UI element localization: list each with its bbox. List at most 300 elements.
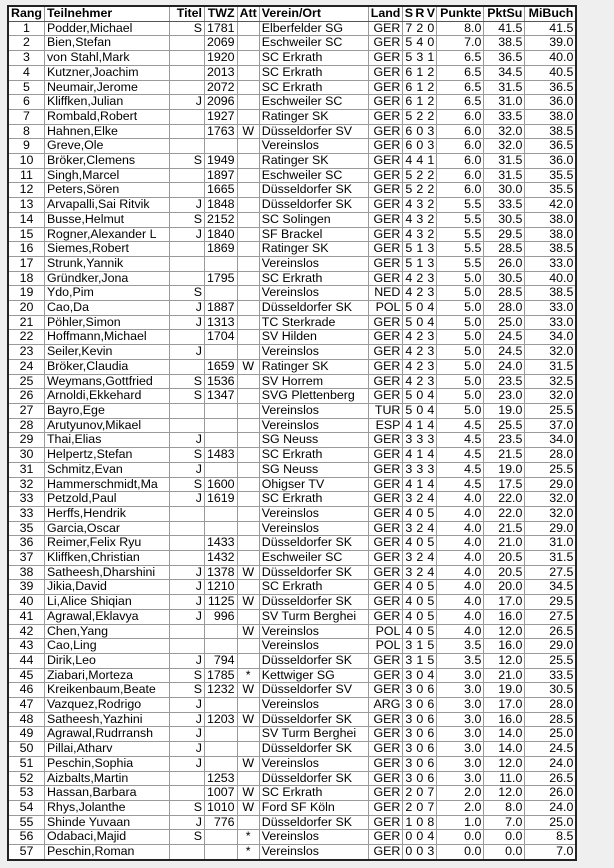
land-cell: GER xyxy=(368,609,403,624)
verein-cell: Eschweiler SC xyxy=(259,36,368,51)
titel-cell xyxy=(169,139,204,154)
punkte-cell: 6.5 xyxy=(437,51,484,66)
land-cell: GER xyxy=(368,168,403,183)
pktsu-cell: 23.0 xyxy=(484,389,525,404)
r-cell: 0 xyxy=(414,683,425,698)
r-cell: 3 xyxy=(414,433,425,448)
s-cell: 0 xyxy=(403,830,415,845)
mibuch-cell: 31.0 xyxy=(525,536,577,551)
twz-cell: 794 xyxy=(204,653,237,668)
verein-cell: Eschweiler SC xyxy=(259,168,368,183)
titel-cell: S xyxy=(169,448,204,463)
table-row xyxy=(8,653,576,668)
verein-cell: SC Erkrath xyxy=(259,786,368,801)
v-cell: 3 xyxy=(425,433,437,448)
land-cell: GER xyxy=(368,580,403,595)
v-cell: 2 xyxy=(425,212,437,227)
punkte-cell: 5.0 xyxy=(437,403,484,418)
table-row xyxy=(8,580,576,595)
table-row xyxy=(8,506,576,521)
land-cell: GER xyxy=(368,448,403,463)
punkte-cell: 3.0 xyxy=(437,712,484,727)
rang-cell: 45 xyxy=(8,668,44,683)
s-cell: 4 xyxy=(403,198,415,213)
mibuch-cell: 27.5 xyxy=(525,609,577,624)
table-row xyxy=(8,521,576,536)
rang-cell: 10 xyxy=(8,154,44,169)
rang-cell: 44 xyxy=(8,653,44,668)
verein-cell: Düsseldorfer SK xyxy=(259,198,368,213)
s-cell: 5 xyxy=(403,315,415,330)
verein-cell: SVG Plettenberg xyxy=(259,389,368,404)
s-cell: 4 xyxy=(403,374,415,389)
punkte-cell: 7.0 xyxy=(437,36,484,51)
r-cell: 0 xyxy=(414,771,425,786)
att-cell xyxy=(237,492,259,507)
land-cell: GER xyxy=(368,109,403,124)
v-cell: 2 xyxy=(425,80,437,95)
titel-cell: J xyxy=(169,712,204,727)
v-cell: 5 xyxy=(425,639,437,654)
rang-cell: 5 xyxy=(8,80,44,95)
land-cell: GER xyxy=(368,330,403,345)
table-row xyxy=(8,183,576,198)
titel-cell: J xyxy=(169,433,204,448)
v-cell: 4 xyxy=(425,565,437,580)
v-cell: 5 xyxy=(425,506,437,521)
land-cell: GER xyxy=(368,374,403,389)
land-cell: GER xyxy=(368,315,403,330)
punkte-cell: 3.0 xyxy=(437,727,484,742)
s-cell: 5 xyxy=(403,256,415,271)
pktsu-cell: 16.0 xyxy=(484,609,525,624)
land-cell: GER xyxy=(368,345,403,360)
land-cell: ARG xyxy=(368,698,403,713)
pktsu-cell: 28.5 xyxy=(484,286,525,301)
rang-cell: 19 xyxy=(8,286,44,301)
v-cell: 6 xyxy=(425,727,437,742)
twz-cell: 1007 xyxy=(204,786,237,801)
s-cell: 5 xyxy=(403,403,415,418)
v-cell: 2 xyxy=(425,65,437,80)
verein-cell: SC Erkrath xyxy=(259,80,368,95)
rang-cell: 27 xyxy=(8,403,44,418)
s-cell: 3 xyxy=(403,653,415,668)
twz-cell: 1848 xyxy=(204,198,237,213)
att-cell xyxy=(237,286,259,301)
land-cell: GER xyxy=(368,65,403,80)
pktsu-cell: 33.5 xyxy=(484,198,525,213)
titel-cell xyxy=(169,418,204,433)
rang-cell: 11 xyxy=(8,168,44,183)
r-cell: 2 xyxy=(414,345,425,360)
mibuch-cell: 39.0 xyxy=(525,36,577,51)
titel-cell xyxy=(169,168,204,183)
punkte-cell: 5.5 xyxy=(437,198,484,213)
rang-cell: 36 xyxy=(8,536,44,551)
r-cell: 1 xyxy=(414,256,425,271)
mibuch-cell: 29.0 xyxy=(525,639,577,654)
name-cell: Kutzner,Joachim xyxy=(44,65,169,80)
r-cell: 2 xyxy=(414,168,425,183)
v-cell: 3 xyxy=(425,124,437,139)
name-cell: Rombald,Robert xyxy=(44,109,169,124)
s-cell: 4 xyxy=(403,448,415,463)
pktsu-cell: 21.0 xyxy=(484,536,525,551)
table-row xyxy=(8,271,576,286)
name-cell: Peters,Sören xyxy=(44,183,169,198)
pktsu-cell: 28.5 xyxy=(484,242,525,257)
name-cell: Petzold,Paul xyxy=(44,492,169,507)
titel-cell xyxy=(169,551,204,566)
name-cell: Busse,Helmut xyxy=(44,212,169,227)
att-cell xyxy=(237,183,259,198)
verein-cell: SC Solingen xyxy=(259,212,368,227)
att-cell xyxy=(237,742,259,757)
v-cell: 2 xyxy=(425,198,437,213)
titel-cell xyxy=(169,771,204,786)
mibuch-cell: 40.0 xyxy=(525,51,577,66)
titel-cell: S xyxy=(169,21,204,36)
verein-cell: Düsseldorfer SK xyxy=(259,301,368,316)
table-row xyxy=(8,771,576,786)
land-cell: GER xyxy=(368,256,403,271)
s-cell: 5 xyxy=(403,301,415,316)
rang-cell: 3 xyxy=(8,51,44,66)
punkte-cell: 4.0 xyxy=(437,595,484,610)
land-cell: GER xyxy=(368,271,403,286)
v-cell: 0 xyxy=(425,21,437,36)
twz-cell: 1763 xyxy=(204,124,237,139)
v-cell: 4 xyxy=(425,301,437,316)
att-cell xyxy=(237,433,259,448)
v-cell: 4 xyxy=(425,551,437,566)
land-cell: GER xyxy=(368,462,403,477)
r-cell: 0 xyxy=(414,624,425,639)
name-cell: Pöhler,Simon xyxy=(44,315,169,330)
pktsu-cell: 24.0 xyxy=(484,359,525,374)
verein-cell: SF Brackel xyxy=(259,227,368,242)
r-cell: 0 xyxy=(414,786,425,801)
mibuch-cell: 28.0 xyxy=(525,698,577,713)
mibuch-cell: 24.0 xyxy=(525,800,577,815)
v-cell: 4 xyxy=(425,418,437,433)
verein-cell: SC Erkrath xyxy=(259,65,368,80)
twz-cell: 2072 xyxy=(204,80,237,95)
twz-cell xyxy=(204,727,237,742)
verein-cell: Vereinslos xyxy=(259,418,368,433)
att-cell xyxy=(237,36,259,51)
name-cell: Bien,Stefan xyxy=(44,36,169,51)
table-row xyxy=(8,492,576,507)
att-cell: W xyxy=(237,124,259,139)
standings-body xyxy=(8,21,576,860)
punkte-cell: 4.0 xyxy=(437,536,484,551)
rang-cell: 56 xyxy=(8,830,44,845)
titel-cell: S xyxy=(169,668,204,683)
table-row xyxy=(8,198,576,213)
s-cell: 5 xyxy=(403,168,415,183)
name-cell: Podder,Michael xyxy=(44,21,169,36)
att-cell xyxy=(237,609,259,624)
pktsu-cell: 16.0 xyxy=(484,712,525,727)
pktsu-cell: 33.5 xyxy=(484,109,525,124)
header-pktsu: PktSu xyxy=(484,6,525,21)
punkte-cell: 4.0 xyxy=(437,521,484,536)
titel-cell: S xyxy=(169,477,204,492)
table-row xyxy=(8,330,576,345)
r-cell: 0 xyxy=(414,698,425,713)
punkte-cell: 4.0 xyxy=(437,624,484,639)
mibuch-cell: 34.0 xyxy=(525,330,577,345)
land-cell: GER xyxy=(368,21,403,36)
mibuch-cell: 7.0 xyxy=(525,845,577,860)
mibuch-cell: 38.5 xyxy=(525,124,577,139)
name-cell: Cao,Da xyxy=(44,301,169,316)
r-cell: 0 xyxy=(414,609,425,624)
titel-cell xyxy=(169,521,204,536)
table-row xyxy=(8,477,576,492)
att-cell: W xyxy=(237,565,259,580)
pktsu-cell: 24.5 xyxy=(484,330,525,345)
land-cell: GER xyxy=(368,683,403,698)
rang-cell: 51 xyxy=(8,756,44,771)
name-cell: Gründker,Jona xyxy=(44,271,169,286)
verein-cell: Ohigser TV xyxy=(259,477,368,492)
r-cell: 2 xyxy=(414,521,425,536)
mibuch-cell: 32.0 xyxy=(525,345,577,360)
name-cell: Ziabari,Morteza xyxy=(44,668,169,683)
titel-cell: J xyxy=(169,492,204,507)
s-cell: 7 xyxy=(403,21,415,36)
pktsu-cell: 21.0 xyxy=(484,668,525,683)
v-cell: 6 xyxy=(425,771,437,786)
land-cell: GER xyxy=(368,830,403,845)
punkte-cell: 4.5 xyxy=(437,418,484,433)
pktsu-cell: 0.0 xyxy=(484,845,525,860)
verein-cell: SV Turm Berghei xyxy=(259,609,368,624)
pktsu-cell: 14.0 xyxy=(484,727,525,742)
header-r: R xyxy=(415,6,425,20)
land-cell: GER xyxy=(368,668,403,683)
twz-cell xyxy=(204,756,237,771)
v-cell: 5 xyxy=(425,624,437,639)
v-cell: 1 xyxy=(425,51,437,66)
r-cell: 1 xyxy=(414,65,425,80)
punkte-cell: 4.0 xyxy=(437,506,484,521)
rang-cell: 47 xyxy=(8,698,44,713)
twz-cell xyxy=(204,639,237,654)
punkte-cell: 5.0 xyxy=(437,315,484,330)
land-cell: GER xyxy=(368,242,403,257)
twz-cell xyxy=(204,845,237,860)
land-cell: GER xyxy=(368,565,403,580)
v-cell: 3 xyxy=(425,359,437,374)
header-att: Att xyxy=(237,6,259,21)
land-cell: GER xyxy=(368,845,403,860)
pktsu-cell: 17.5 xyxy=(484,477,525,492)
pktsu-cell: 25.0 xyxy=(484,315,525,330)
twz-cell: 2013 xyxy=(204,65,237,80)
mibuch-cell: 37.0 xyxy=(525,418,577,433)
table-row xyxy=(8,212,576,227)
name-cell: Vazquez,Rodrigo xyxy=(44,698,169,713)
verein-cell: Elberfelder SG xyxy=(259,21,368,36)
land-cell: ESP xyxy=(368,418,403,433)
pktsu-cell: 19.0 xyxy=(484,683,525,698)
table-row xyxy=(8,242,576,257)
pktsu-cell: 31.0 xyxy=(484,95,525,110)
rang-cell: 9 xyxy=(8,139,44,154)
verein-cell: Düsseldorfer SK xyxy=(259,565,368,580)
verein-cell: Vereinslos xyxy=(259,845,368,860)
twz-cell: 1949 xyxy=(204,154,237,169)
v-cell: 8 xyxy=(425,815,437,830)
v-cell: 2 xyxy=(425,109,437,124)
s-cell: 3 xyxy=(403,683,415,698)
mibuch-cell: 26.5 xyxy=(525,624,577,639)
table-row xyxy=(8,109,576,124)
att-cell xyxy=(237,154,259,169)
table-row xyxy=(8,536,576,551)
twz-cell: 1253 xyxy=(204,771,237,786)
s-cell: 1 xyxy=(403,815,415,830)
land-cell: GER xyxy=(368,51,403,66)
v-cell: 3 xyxy=(425,374,437,389)
punkte-cell: 6.5 xyxy=(437,95,484,110)
land-cell: GER xyxy=(368,154,403,169)
pktsu-cell: 16.0 xyxy=(484,639,525,654)
verein-cell: Düsseldorfer SK xyxy=(259,815,368,830)
rang-cell: 4 xyxy=(8,65,44,80)
twz-cell xyxy=(204,462,237,477)
punkte-cell: 5.0 xyxy=(437,359,484,374)
mibuch-cell: 38.5 xyxy=(525,286,577,301)
pktsu-cell: 20.5 xyxy=(484,551,525,566)
s-cell: 3 xyxy=(403,565,415,580)
punkte-cell: 0.0 xyxy=(437,830,484,845)
name-cell: Arutyunov,Mikael xyxy=(44,418,169,433)
rang-cell: 39 xyxy=(8,580,44,595)
mibuch-cell: 28.0 xyxy=(525,448,577,463)
mibuch-cell: 24.0 xyxy=(525,756,577,771)
land-cell: GER xyxy=(368,492,403,507)
s-cell: 5 xyxy=(403,389,415,404)
name-cell: Thai,Elias xyxy=(44,433,169,448)
r-cell: 0 xyxy=(414,712,425,727)
pktsu-cell: 23.5 xyxy=(484,374,525,389)
v-cell: 4 xyxy=(425,668,437,683)
name-cell: Seiler,Kevin xyxy=(44,345,169,360)
table-row xyxy=(8,36,576,51)
name-cell: Bröker,Claudia xyxy=(44,359,169,374)
mibuch-cell: 25.0 xyxy=(525,815,577,830)
r-cell: 4 xyxy=(414,36,425,51)
r-cell: 1 xyxy=(414,95,425,110)
rang-cell: 55 xyxy=(8,815,44,830)
mibuch-cell: 35.5 xyxy=(525,168,577,183)
att-cell: W xyxy=(237,595,259,610)
r-cell: 1 xyxy=(414,242,425,257)
att-cell xyxy=(237,271,259,286)
pktsu-cell: 7.0 xyxy=(484,815,525,830)
att-cell xyxy=(237,418,259,433)
mibuch-cell: 31.5 xyxy=(525,359,577,374)
r-cell: 2 xyxy=(414,286,425,301)
rang-cell: 37 xyxy=(8,551,44,566)
rang-cell: 18 xyxy=(8,271,44,286)
rang-cell: 38 xyxy=(8,565,44,580)
verein-cell: SG Neuss xyxy=(259,433,368,448)
s-cell: 3 xyxy=(403,712,415,727)
r-cell: 0 xyxy=(414,506,425,521)
s-cell: 4 xyxy=(403,212,415,227)
pktsu-cell: 23.5 xyxy=(484,433,525,448)
s-cell: 2 xyxy=(403,786,415,801)
twz-cell: 1313 xyxy=(204,315,237,330)
titel-cell xyxy=(169,183,204,198)
verein-cell: Düsseldorfer SK xyxy=(259,536,368,551)
land-cell: GER xyxy=(368,712,403,727)
land-cell: GER xyxy=(368,800,403,815)
r-cell: 0 xyxy=(414,139,425,154)
titel-cell xyxy=(169,506,204,521)
rang-cell: 50 xyxy=(8,742,44,757)
v-cell: 4 xyxy=(425,830,437,845)
land-cell: GER xyxy=(368,786,403,801)
v-cell: 3 xyxy=(425,330,437,345)
pktsu-cell: 31.5 xyxy=(484,168,525,183)
twz-cell: 1781 xyxy=(204,21,237,36)
r-cell: 4 xyxy=(414,154,425,169)
rang-cell: 16 xyxy=(8,242,44,257)
mibuch-cell: 36.5 xyxy=(525,80,577,95)
titel-cell: J xyxy=(169,609,204,624)
titel-cell: J xyxy=(169,95,204,110)
v-cell: 3 xyxy=(425,271,437,286)
punkte-cell: 5.5 xyxy=(437,212,484,227)
table-row xyxy=(8,668,576,683)
punkte-cell: 6.0 xyxy=(437,124,484,139)
punkte-cell: 5.0 xyxy=(437,301,484,316)
verein-cell: Ratinger SK xyxy=(259,109,368,124)
pktsu-cell: 19.0 xyxy=(484,462,525,477)
verein-cell: SC Erkrath xyxy=(259,492,368,507)
punkte-cell: 6.0 xyxy=(437,109,484,124)
header-land: Land xyxy=(368,6,403,21)
r-cell: 0 xyxy=(414,389,425,404)
twz-cell xyxy=(204,742,237,757)
twz-cell xyxy=(204,830,237,845)
titel-cell: J xyxy=(169,698,204,713)
att-cell xyxy=(237,506,259,521)
punkte-cell: 3.5 xyxy=(437,653,484,668)
rang-cell: 20 xyxy=(8,301,44,316)
s-cell: 3 xyxy=(403,668,415,683)
twz-cell xyxy=(204,345,237,360)
land-cell: GER xyxy=(368,653,403,668)
pktsu-cell: 32.0 xyxy=(484,139,525,154)
twz-cell: 1203 xyxy=(204,712,237,727)
verein-cell: Kettwiger SG xyxy=(259,668,368,683)
titel-cell xyxy=(169,256,204,271)
table-row xyxy=(8,756,576,771)
s-cell: 5 xyxy=(403,242,415,257)
punkte-cell: 3.0 xyxy=(437,756,484,771)
pktsu-cell: 38.5 xyxy=(484,36,525,51)
r-cell: 0 xyxy=(414,536,425,551)
mibuch-cell: 29.0 xyxy=(525,477,577,492)
